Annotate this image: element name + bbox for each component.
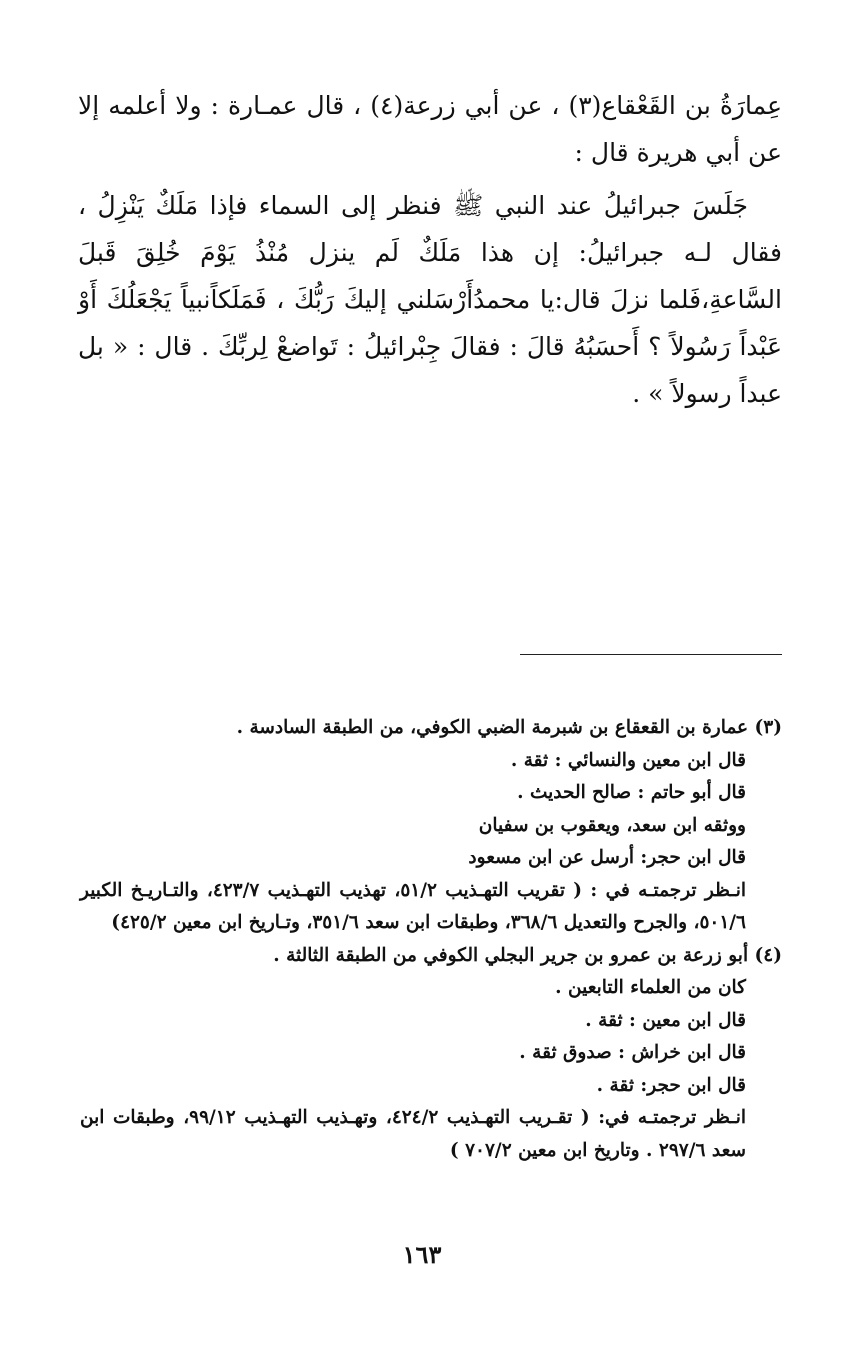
hadith-text <box>78 82 782 417</box>
footnote-3-line: ووثقه ابن سعد، ويعقوب بن سفيان <box>478 814 746 836</box>
footnote-4-line: قال ابن حجر: ثقة . <box>596 1074 746 1096</box>
footnote-4-line: قال ابن خراش : صدوق ثقة . <box>519 1042 746 1063</box>
footnote-3-title: (٣) عمارة بن القعقاع بن شبرمة الضبي الكوفي، من الطبقة السادسة . <box>236 717 782 738</box>
footnote-4-title: (٤) أبو زرعة بن عمرو بن جرير البجلي الكوفي من الطبقة الثالثة . <box>273 944 782 966</box>
footnote-3-references: انـظر ترجمتـه في : ( تقريب التهـذيب ٥١/٢، تهذيب التهـذيب ٤٢٣/٧، والتـاريـخ الكبير ٥٠١/٦، والجرح والتعديل ٣٦٨/٦، وطبقات ابن سعد ٣٥١/٦، وتـاريخ ابن معين ٤٢٥/٢) <box>80 879 747 933</box>
footnote-4-references: انـظر ترجمتـه في: ( تقـريب التهـذيب ٤٢٤/٢، وتهـذيب التهـذيب ٩٩/١٢، وطبقات ابن سعد ٢٩٧/٦ . وتاريخ ابن معين ٧٠٧/٢ ) <box>80 1107 746 1161</box>
footnote-3-line: قال أبو حاتم : صالح الحديث . <box>517 782 746 803</box>
footnote-3-line: قال ابن حجر: أرسل عن ابن مسعود <box>468 847 746 868</box>
matn-paragraph: جَلَسَ جبرائيلُ عند النبي ﷺ فنظر إلى السماء فإذا مَلَكٌ يَنْزِلُ ، فقال لـه جبرائيلُ: إن هذا مَلَكٌ لَم ينزل مُنْذُ يَوْمَ خُلِقَ قَبلَ السَّاعةِ،فَلما نزلَ قال:يا محمدُأَرْسَلني إليكَ رَبُّكَ ، فَمَلَكاًنبياً يَجْعَلُكَ أَوْ عَبْداً رَسُولاً ؟ أَحسَبُهُ قالَ : فقالَ جِبْرائيلُ : تَواضعْ لِربِّكَ . قال : « بل عبداً رسولاً » . <box>78 191 782 408</box>
footnote-4-line: قال ابن معين : ثقة . <box>585 1009 746 1031</box>
page-number: ١٦٣ <box>402 1240 442 1269</box>
footnotes <box>80 712 782 1167</box>
footnote-3-line: قال ابن معين والنسائي : ثقة . <box>510 749 746 771</box>
footnote-separator <box>520 654 782 655</box>
footnote-4-line: كان من العلماء التابعين . <box>555 977 746 998</box>
isnad-paragraph: عِمارَةُ بن القَعْقاع(٣) ، عن أبي زرعة(٤) ، قال عمـارة : ولا أعلمه إلا عن أبي هريرة قال : <box>78 91 782 167</box>
